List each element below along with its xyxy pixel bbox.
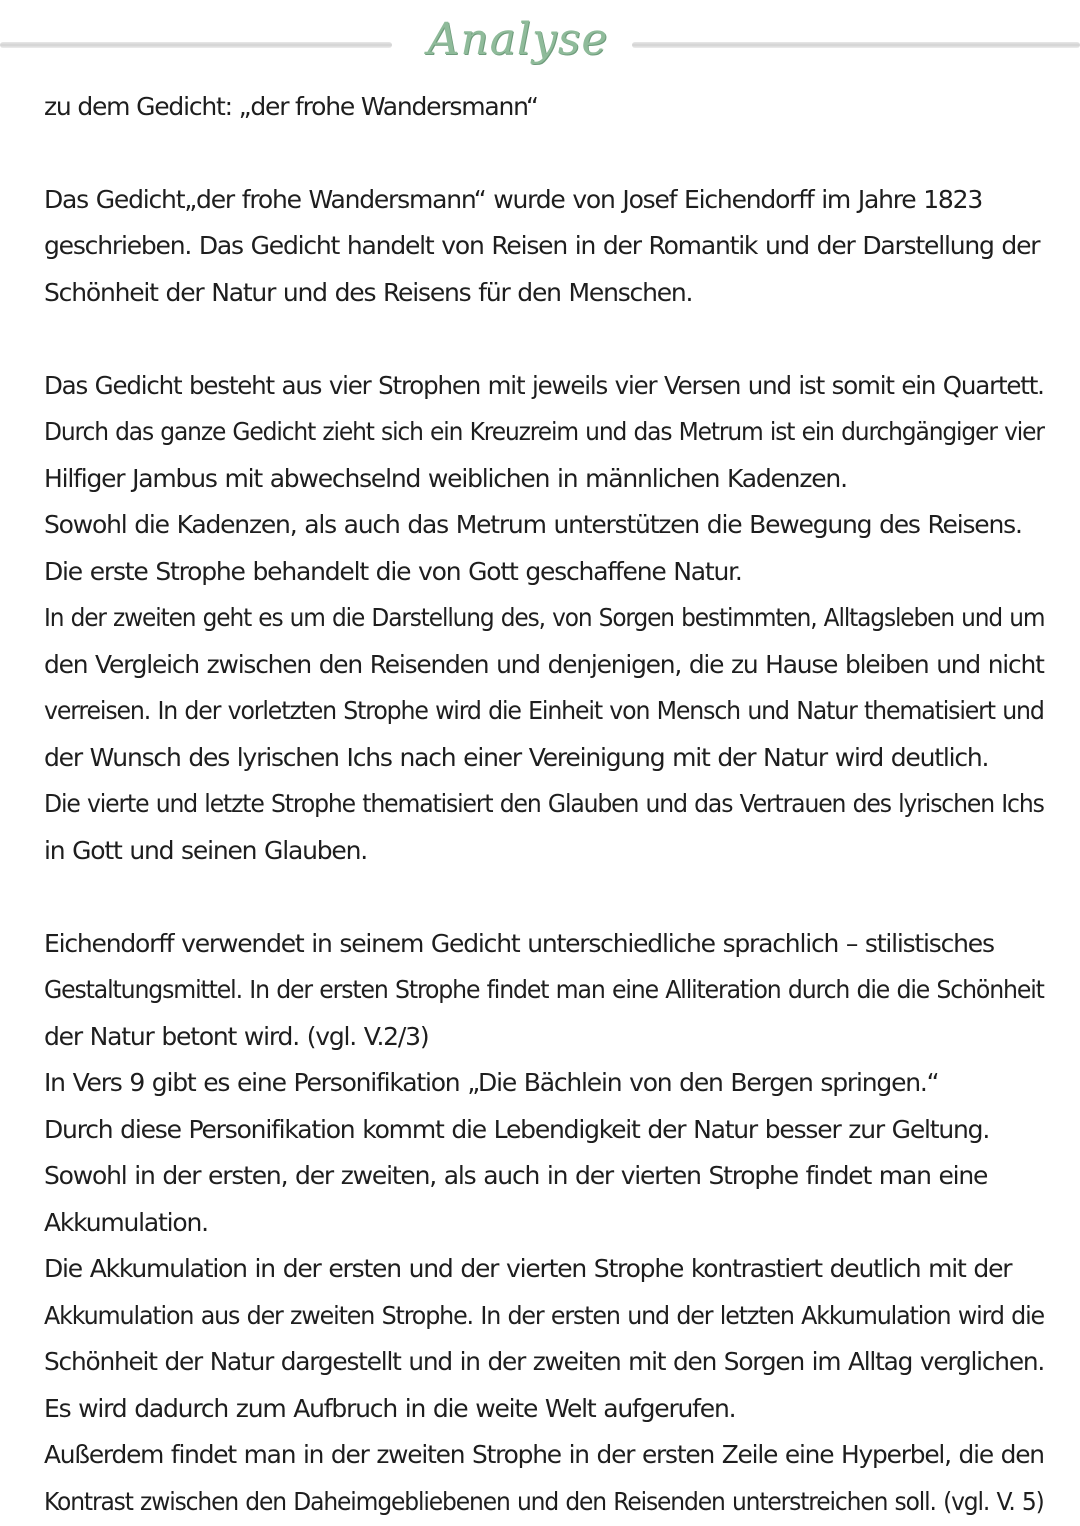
paragraph-stylistic-devices (44, 921, 1044, 1526)
text-line: Durch das ganze Gedicht zieht sich ein Kreuzreim und das Metrum ist ein durchgängiger vier (44, 417, 1044, 446)
text-line: Akkumulation. (44, 1207, 208, 1237)
text-line: Die vierte und letzte Strophe thematisiert den Glauben und das Vertrauen des lyrischen Ichs (44, 789, 1044, 818)
text-line: In Vers 9 gibt es eine Personifikation „Die Bächlein von den Bergen springen.“ (44, 1068, 939, 1097)
text-line: Hilfiger Jambus mit abwechselnd weiblichen in männlichen Kadenzen. (44, 463, 847, 493)
text-line: der Natur betont wird. (vgl. V.2/3) (44, 1021, 429, 1051)
text-line: den Vergleich zwischen den Reisenden und denjenigen, die zu Hause bleiben und nicht (44, 649, 1044, 679)
text-line: Sowohl in der ersten, der zweiten, als auch in der vierten Strophe findet man eine (44, 1161, 988, 1190)
document-subtitle: zu dem Gedicht: „der frohe Wandersmann“ (44, 92, 538, 121)
paragraph-gap (44, 130, 1044, 177)
paragraph-introduction (44, 177, 1044, 317)
paragraph-structure (44, 363, 1044, 875)
text-line: Gestaltungsmittel. In der ersten Strophe findet man eine Alliteration durch die die Schönheit (44, 975, 1044, 1004)
text-line: Schönheit der Natur und des Reisens für den Menschen. (44, 277, 693, 307)
paragraph-gap (44, 874, 1044, 921)
page-title: Analyse (427, 14, 609, 65)
text-line: Das Gedicht besteht aus vier Strophen mit jeweils vier Versen und ist somit ein Quartett. (44, 370, 1044, 400)
text-line: Die erste Strophe behandelt die von Gott geschaffene Natur. (44, 556, 742, 586)
text-line: verreisen. In der vorletzten Strophe wird die Einheit von Mensch und Natur thematisiert und (44, 696, 1044, 725)
text-line: Außerdem findet man in der zweiten Strophe in der ersten Zeile eine Hyperbel, die den (44, 1440, 1044, 1469)
paragraph-gap (44, 316, 1044, 363)
text-line: der Wunsch des lyrischen Ichs nach einer Vereinigung mit der Natur wird deutlich. (44, 742, 989, 772)
text-line: Sowohl die Kadenzen, als auch das Metrum unterstützen die Bewegung des Reisens. (44, 510, 1022, 539)
header-rule-left (0, 42, 392, 48)
text-line: Das Gedicht„der frohe Wandersmann“ wurde von Josef Eichendorff im Jahre 1823 (44, 184, 983, 214)
text-line: Die Akkumulation in der ersten und der vierten Strophe kontrastiert deutlich mit der (44, 1254, 1012, 1283)
text-line: in Gott und seinen Glauben. (44, 835, 367, 865)
page-header (0, 12, 1080, 76)
text-line: Eichendorff verwendet in seinem Gedicht unterschiedliche sprachlich – stilistisches (44, 928, 994, 958)
text-line: geschrieben. Das Gedicht handelt von Reisen in der Romantik und der Darstellung der (44, 231, 1040, 260)
header-rule-right (632, 42, 1080, 48)
document-body (44, 84, 1044, 1525)
text-line: Schönheit der Natur dargestellt und in der zweiten mit den Sorgen im Alltag verglichen. (44, 1347, 1045, 1376)
text-line: In der zweiten geht es um die Darstellung des, von Sorgen bestimmten, Alltagsleben und um (44, 603, 1045, 632)
text-line: Es wird dadurch zum Aufbruch in die weite Welt aufgerufen. (44, 1393, 736, 1423)
text-line: Kontrast zwischen den Daheimgebliebenen und den Reisenden unterstreichen soll. (vgl. V. 5) (44, 1486, 1044, 1516)
text-line: Akkumulation aus der zweiten Strophe. In der ersten und der letzten Akkumulation wird die (44, 1300, 1045, 1330)
text-line: Durch diese Personifikation kommt die Lebendigkeit der Natur besser zur Geltung. (44, 1114, 990, 1144)
